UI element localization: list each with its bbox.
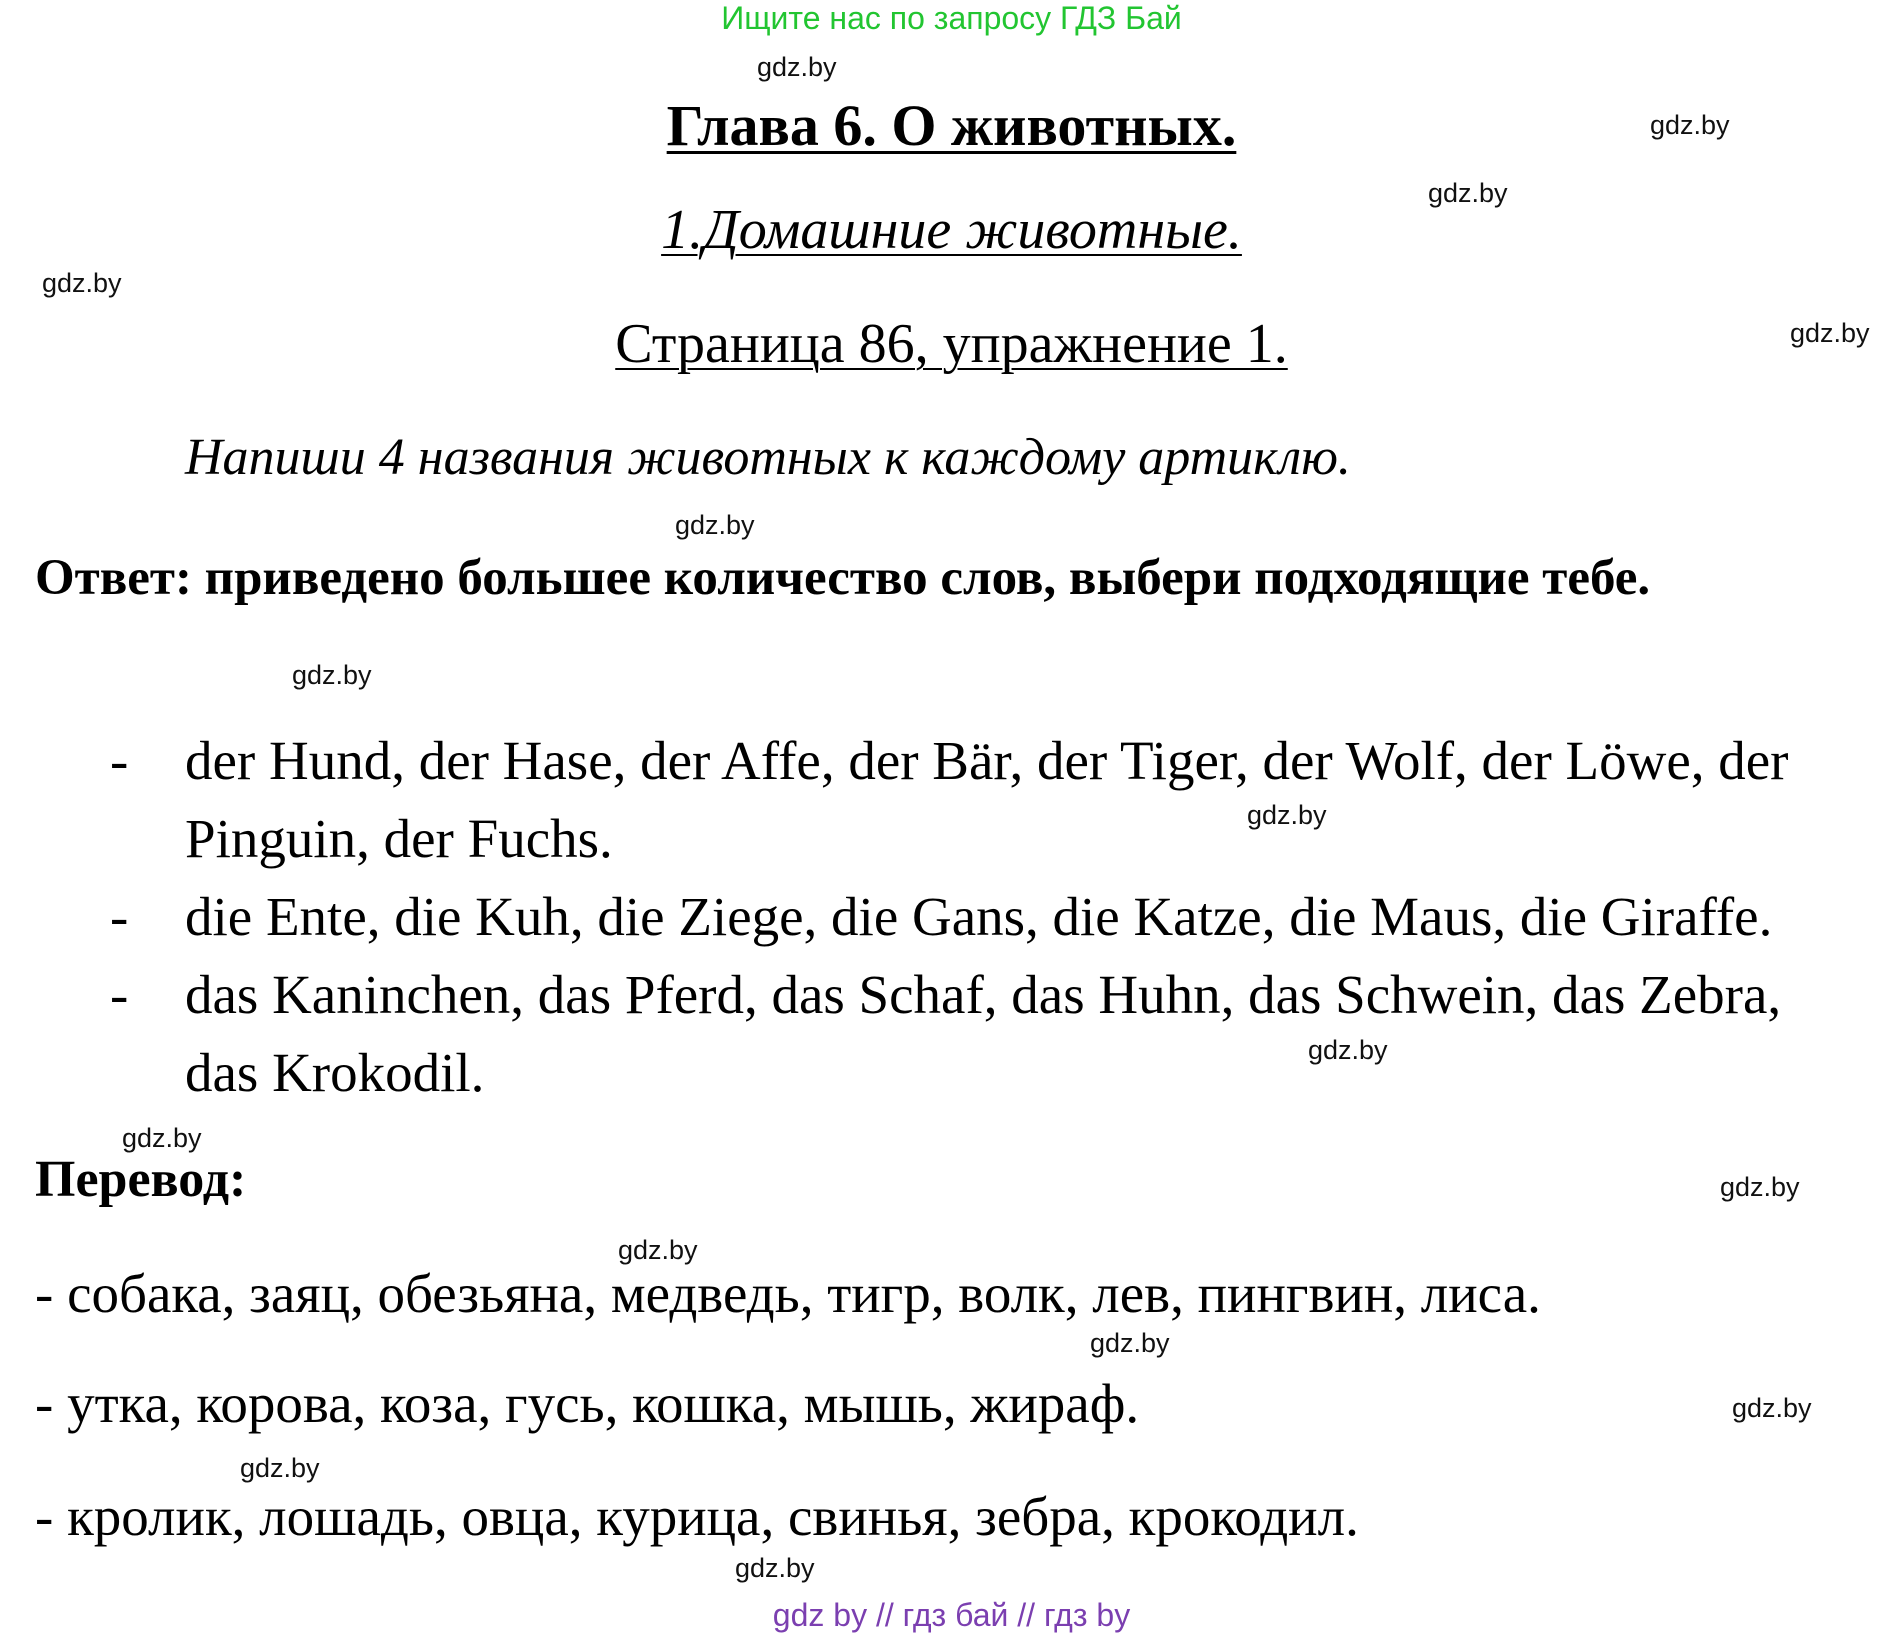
list-dash: - [110,964,129,1025]
watermark: gdz.by [1650,110,1730,140]
watermark: gdz.by [1247,800,1327,830]
list-item-text: der Hund, der Hase, der Affe, der Bär, der Tiger, der Wolf, der Löwe, der Pinguin, der Fuchs. [185,730,1789,869]
chapter-title: Глава 6. О животных. [666,93,1237,158]
watermark: gdz.by [757,52,837,82]
list-item-text: das Kaninchen, das Pferd, das Schaf, das Huhn, das Schwein, das Zebra, das Krokodil. [185,964,1782,1103]
watermark: gdz.by [122,1123,202,1153]
list-item [110,878,1860,956]
list-item [110,956,1860,1112]
watermark: gdz.by [1428,178,1508,208]
list-item-text: die Ente, die Kuh, die Ziege, die Gans, die Katze, die Maus, die Giraffe. [185,886,1773,947]
translation-title: Перевод: [35,1151,247,1208]
watermark: gdz.by [240,1453,320,1483]
watermark: gdz.by [42,268,122,298]
list-item [110,722,1860,878]
watermark: gdz.by [618,1235,698,1265]
watermark: gdz.by [292,660,372,690]
watermark: gdz.by [1732,1393,1812,1423]
list-dash: - [110,730,129,791]
list-dash: - [110,886,129,947]
translation-line: - кролик, лошадь, овца, курица, свинья, зебра, крокодил. [35,1486,1359,1547]
task-text: Напиши 4 названия животных к каждому артиклю. [185,429,1351,486]
section-title: 1.Домашние животные. [661,199,1242,261]
watermark: gdz.by [1790,318,1870,348]
watermark: gdz.by [1308,1035,1388,1065]
translation-line: - собака, заяц, обезьяна, медведь, тигр, волк, лев, пингвин, лиса. [35,1263,1541,1324]
top-banner[interactable]: Ищите нас по запросу ГДЗ Бай [721,0,1182,36]
answer-note: Ответ: приведено большее количество слов, выбери подходящие тебе. [35,550,1651,606]
watermark: gdz.by [675,510,755,540]
answer-list [110,722,1860,1112]
watermark: gdz.by [1720,1172,1800,1202]
footer-links[interactable]: gdz by // гдз бай // гдз by [772,1597,1131,1633]
page-reference: Страница 86, упражнение 1. [615,313,1288,375]
watermark: gdz.by [1090,1328,1170,1358]
watermark: gdz.by [735,1553,815,1583]
translation-line: - утка, корова, коза, гусь, кошка, мышь, жираф. [35,1373,1140,1434]
